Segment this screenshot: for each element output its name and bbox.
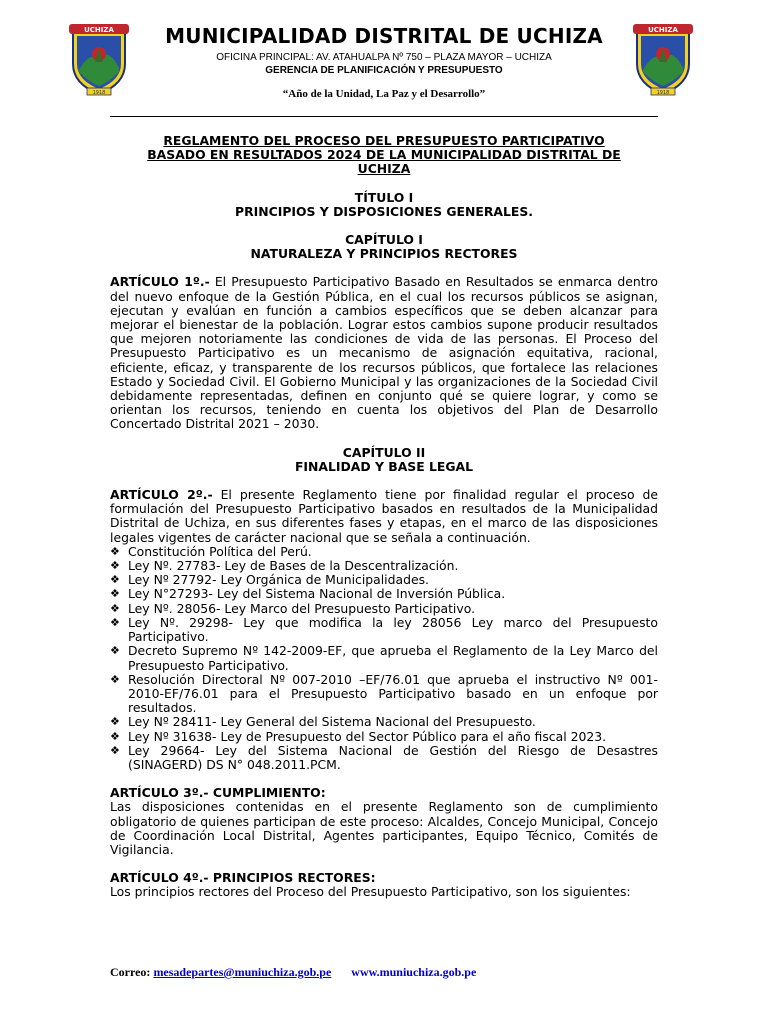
website-link[interactable]: www.muniuchiza.gob.pe [351, 965, 477, 979]
list-item: ❖ Ley N°27293- Ley del Sistema Nacional de Inversión Pública. [110, 586, 506, 602]
office-address: OFICINA PRINCIPAL: AV. ATAHUALPA Nº 750 – PLAZA MAYOR – UCHIZA [216, 52, 552, 63]
chapter-2-heading: CAPÍTULO II [342, 444, 426, 460]
list-item: ❖ Ley Nº. 27783- Ley de Bases de la Descentralización. [110, 558, 459, 574]
year-motto: “Año de la Unidad, La Paz y el Desarrollo” [282, 88, 486, 100]
article-4-heading: ARTÍCULO 4º.- PRINCIPIOS RECTORES: [110, 870, 376, 886]
article-1 [110, 275, 658, 431]
title-name: PRINCIPIOS Y DISPOSICIONES GENERALES. [235, 203, 533, 219]
header-divider [110, 116, 658, 117]
article-3-heading: ARTÍCULO 3º.- CUMPLIMIENTO: [110, 785, 326, 801]
document-title-line: REGLAMENTO DEL PROCESO DEL PRESUPUESTO PARTICIPATIVO [163, 133, 605, 148]
list-item: ❖ Ley 29664- Ley del Sistema Nacional de Gestión del Riesgo de Desastres (SINAGERD) DS N° 048.2011.PCM. [110, 742, 658, 772]
list-item: ❖ Ley Nº 27792- Ley Orgánica de Municipalidades. [110, 572, 429, 588]
diamond-bullet-icon: ❖ [110, 715, 120, 729]
diamond-bullet-icon: ❖ [110, 729, 120, 743]
logo-left-year: 1918 [92, 90, 106, 96]
diamond-bullet-icon: ❖ [110, 573, 120, 587]
chapter-1-heading: CAPÍTULO I [345, 232, 423, 248]
legal-basis-list [110, 545, 658, 772]
diamond-bullet-icon: ❖ [110, 644, 120, 658]
list-item: ❖ Resolución Directoral Nº 007-2010 –EF/76.01 que aprueba el instructivo Nº 001-2010-EF/76.01 para el Presupuesto Participativo basado en un enfoque por resultados. [110, 671, 658, 716]
email-link[interactable]: mesadepartes@muniuchiza.gob.pe [153, 965, 332, 979]
diamond-bullet-icon: ❖ [110, 601, 120, 615]
article-2 [110, 488, 658, 545]
article-2-text: El presente Reglamento tiene por finalidad regular el proceso de formulación del Presupuesto Participativo basados en resultados de la Municipalidad Distrital de Uchiza, en sus diferentes fases y etapas, en el marco de las disposiciones legales vigentes de carácter nacional que se señala a continuación. [110, 487, 658, 545]
document-title-line: BASADO EN RESULTADOS 2024 DE LA MUNICIPALIDAD DISTRITAL DE [147, 147, 621, 163]
department-name: GERENCIA DE PLANIFICACIÓN Y PRESUPUESTO [265, 65, 503, 76]
footer-email-label: Correo: [110, 965, 154, 979]
article-4-text: Los principios rectores del Proceso del Presupuesto Participativo, son los siguientes: [110, 884, 631, 900]
article-1-label: ARTÍCULO 1º.- [110, 274, 210, 290]
list-item: ❖ Decreto Supremo Nº 142-2009-EF, que aprueba el Reglamento de la Ley Marco del Presupuesto Participativo. [110, 643, 658, 673]
logo-left-text: UCHIZA [84, 26, 114, 34]
diamond-bullet-icon: ❖ [110, 587, 120, 601]
list-item: ❖ Constitución Política del Perú. [110, 543, 312, 559]
article-3-text: Las disposiciones contenidas en el presente Reglamento son de cumplimiento obligatorio de quienes participan de este proceso: Alcaldes, Concejo Municipal, Concejo de Coordinación Local Distrital, Agentes participantes, Equipo Técnico, Comités de Vigilancia. [110, 799, 658, 857]
article-1-text: El Presupuesto Participativo Basado en Resultados se enmarca dentro del nuevo enfoque de la Gestión Pública, en el cual los recursos públicos se asignan, ejecutan y evalúan en función a cambios específicos que se deben alcanzar para mejorar el bienestar de la población. Lograr estos cambios supone producir resultados que mejoren notoriamente las condiciones de vida de las personas. El Proceso del Presupuesto Participativo es un mecanismo de asignación equitativa, racional, eficiente, eficaz, y transparente de los recursos públicos, que fortalece las relaciones Estado y Sociedad Civil. El Gobierno Municipal y las organizaciones de la Sociedad Civil debidamente representadas, definen en conjunto qué se quiere lograr, y como se orientan los recursos, teniendo en cuenta los objetivos del Plan de Desarrollo Concertado Distrital 2021 – 2030. [110, 274, 658, 432]
list-item: ❖ Ley Nº 28411- Ley General del Sistema Nacional del Presupuesto. [110, 714, 536, 730]
logo-right-year: 1918 [656, 90, 670, 96]
document-body [110, 134, 658, 900]
document-title [110, 134, 658, 177]
diamond-bullet-icon: ❖ [110, 559, 120, 573]
page-footer [110, 965, 658, 980]
diamond-bullet-icon: ❖ [110, 672, 120, 686]
list-item: ❖ Ley Nº. 29298- Ley que modifica la ley 28056 Ley marco del Presupuesto Participativo. [110, 614, 658, 645]
diamond-bullet-icon: ❖ [110, 544, 120, 558]
document-title-line: UCHIZA [357, 161, 411, 177]
chapter-2-name: FINALIDAD Y BASE LEGAL [294, 458, 474, 474]
article-2-label: ARTÍCULO 2º.- [110, 487, 213, 503]
logo-right-text: UCHIZA [648, 26, 678, 34]
chapter-1-name: NATURALEZA Y PRINCIPIOS RECTORES [250, 246, 518, 262]
list-item: ❖ Ley Nº 31638- Ley de Presupuesto del Sector Público para el año fiscal 2023. [110, 728, 607, 744]
diamond-bullet-icon: ❖ [110, 615, 120, 629]
diamond-bullet-icon: ❖ [110, 743, 120, 757]
title-heading: TÍTULO I [354, 189, 414, 205]
list-item: ❖ Ley Nº. 28056- Ley Marco del Presupuesto Participativo. [110, 600, 476, 616]
municipality-title: MUNICIPALIDAD DISTRITAL DE UCHIZA [165, 24, 603, 48]
